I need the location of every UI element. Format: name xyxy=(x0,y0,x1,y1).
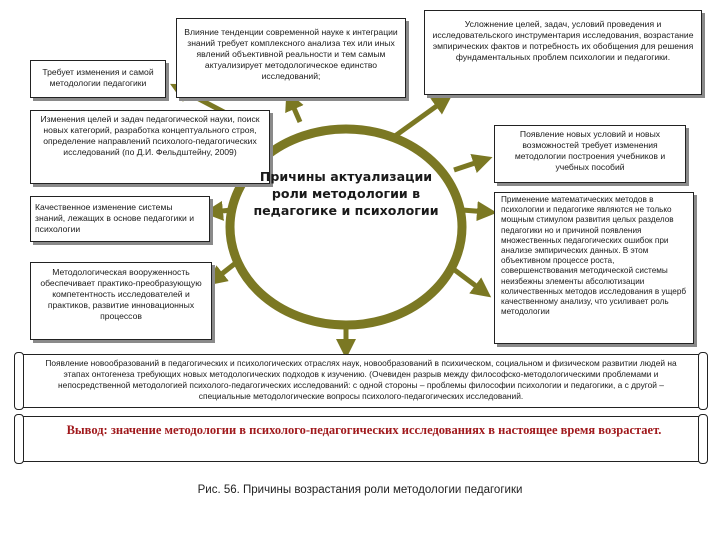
box-bottom-text: Появление новообразований в педагогических и психологических отраслях наук, новообразований в психическом, социальном и физическом развитии людей на этапах онтогенеза требующих новых методологических подходов к изучению. (Очевиден разрыв между философско-методологическими проблемами и непосредственной методологией психолого-педагогических исследований: с одной стороны – проблемы философии психологии и педагогики, а с другой – специальные методологические вопросы психолого-педагогических исследований. xyxy=(45,358,677,401)
box-top-middle xyxy=(176,18,406,98)
box-left-1-text: Изменения целей и задач педагогической науки, поиск новых категорий, разработка концептуального строя, определение направлений психолого-педагогических исследований (по Д.И. Фельдштейну, 2009) xyxy=(40,114,260,157)
conclusion-text: значение методологии в психолого-педагогических исследованиях в настоящее время возрастает. xyxy=(110,423,662,437)
box-left-3 xyxy=(30,262,212,340)
arrow-right-1 xyxy=(454,160,484,170)
box-right-2-text: Применение математических методов в психологии и педагогике являются не только мощным стимулом развития целых разделов педагогики но и причиной появления множественных педагогических ошибок при анализе эмпирических данных. В этом объективном процессе роста, совершенствования методической системы неизбежны элементы абсолютизации количественных методов исследования в ущерб качественному анализу, что усиливает роль методологии xyxy=(501,195,687,317)
conclusion xyxy=(30,422,698,439)
conclusion-label: Вывод: xyxy=(66,423,108,437)
box-bottom xyxy=(18,354,704,408)
arrow-right-3 xyxy=(452,268,484,292)
box-left-2-text: Качественное изменение системы знаний, лежащих в основе педагогики и психологии xyxy=(35,202,195,234)
center-title: Причины актуализации роли методологии в педагогике и психологии xyxy=(253,169,439,218)
box-right-2 xyxy=(494,192,694,344)
box-right-1 xyxy=(494,125,686,183)
arrow-top-middle xyxy=(290,99,300,122)
arrow-top-right xyxy=(395,100,445,136)
box-right-1-text: Появление новых условий и новых возможностей требует изменения методологии построения учебников и учебных пособий xyxy=(514,129,666,172)
box-top-left-text: Требует изменения и самой методологии педагогики xyxy=(42,67,154,88)
box-top-right xyxy=(424,10,702,95)
box-left-3-text: Методологическая вооруженность обеспечивает практико-преобразующую компетентность исследователей и практиков, развитие инновационных процессов xyxy=(40,267,202,321)
box-top-left xyxy=(30,60,166,98)
box-top-right-text: Усложнение целей, задач, условий проведения и исследовательского инструментария исследования, возрастание эмпирических фактов и потребность их обобщения для решения фундаментальных проблем психологии и педагогики. xyxy=(432,19,694,62)
box-top-middle-text: Влияние тенденции современной науке к интеграции знаний требует комплексного анализа тех или иных явлений объективной реальности и тем самым актуализирует методологическое единство исследований; xyxy=(184,27,398,81)
figure-caption: Рис. 56. Причины возрастания роли методологии педагогики xyxy=(197,484,523,496)
box-left-2 xyxy=(30,196,210,242)
box-left-1 xyxy=(30,110,270,184)
arrow-right-2 xyxy=(462,210,488,212)
